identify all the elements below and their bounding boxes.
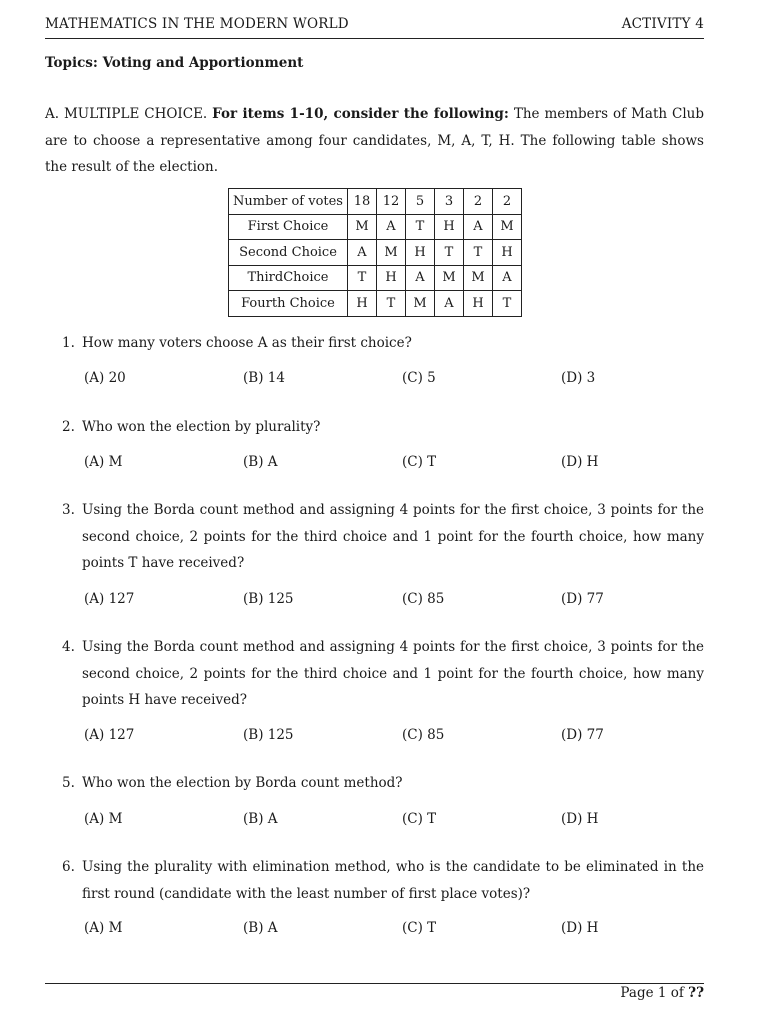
answer-option: (B) A bbox=[243, 454, 278, 470]
instructions-paragraph bbox=[45, 101, 704, 181]
answer-option: (C) 5 bbox=[402, 370, 436, 386]
answer-option: (A) M bbox=[84, 811, 123, 827]
votes-header-label: Number of votes bbox=[229, 189, 348, 215]
candidate-cell: M bbox=[493, 214, 522, 240]
answer-options bbox=[84, 727, 704, 747]
candidate-cell: H bbox=[406, 240, 435, 266]
candidate-cell: H bbox=[464, 291, 493, 317]
page-footer bbox=[620, 985, 704, 1001]
answer-option: (C) 85 bbox=[402, 727, 445, 743]
vote-count-cell: 12 bbox=[377, 189, 406, 215]
candidate-cell: T bbox=[348, 265, 377, 291]
answer-option: (D) 77 bbox=[561, 591, 604, 607]
candidate-cell: H bbox=[493, 240, 522, 266]
answer-option: (B) 14 bbox=[243, 370, 285, 386]
answer-option: (A) 127 bbox=[84, 591, 135, 607]
table-row bbox=[229, 265, 522, 291]
answer-option: (D) H bbox=[561, 920, 599, 936]
items-instruction: For items 1-10, consider the following: bbox=[212, 106, 509, 122]
candidate-cell: T bbox=[406, 214, 435, 240]
header-rule bbox=[45, 38, 704, 39]
candidate-cell: T bbox=[435, 240, 464, 266]
course-title: MATHEMATICS IN THE MODERN WORLD bbox=[45, 16, 349, 32]
candidate-cell: A bbox=[406, 265, 435, 291]
question-text: Using the Borda count method and assigning 4 points for the first choice, 3 points for the second choice, 2 points for the third choice and 1 point for the fourth choice, how many points T have received? bbox=[82, 502, 704, 571]
answer-option: (C) 85 bbox=[402, 591, 445, 607]
candidate-cell: H bbox=[435, 214, 464, 240]
vote-count-cell: 2 bbox=[493, 189, 522, 215]
choice-rank-label: Fourth Choice bbox=[229, 291, 348, 317]
question-number: 5. bbox=[62, 775, 75, 791]
candidate-cell: M bbox=[464, 265, 493, 291]
answer-option: (D) 77 bbox=[561, 727, 604, 743]
candidate-cell: A bbox=[435, 291, 464, 317]
page-number-text: Page 1 of bbox=[620, 985, 684, 1001]
page-header bbox=[45, 16, 704, 32]
question-number: 4. bbox=[62, 639, 75, 655]
answer-options bbox=[84, 454, 704, 474]
answer-option: (C) T bbox=[402, 920, 437, 936]
candidate-cell: M bbox=[348, 214, 377, 240]
vote-count-cell: 5 bbox=[406, 189, 435, 215]
question-text: Using the plurality with elimination method, who is the candidate to be eliminated in the first round (candidate with the least number of first place votes)? bbox=[82, 859, 704, 902]
candidate-cell: T bbox=[377, 291, 406, 317]
question-number: 3. bbox=[62, 502, 75, 518]
vote-count-cell: 2 bbox=[464, 189, 493, 215]
candidate-cell: A bbox=[377, 214, 406, 240]
table-header-row bbox=[229, 189, 522, 215]
answer-options bbox=[84, 811, 704, 831]
table-row bbox=[229, 240, 522, 266]
preference-table bbox=[228, 188, 522, 317]
question-item bbox=[62, 854, 704, 907]
answer-option: (C) T bbox=[402, 811, 437, 827]
question-number: 6. bbox=[62, 859, 75, 875]
question-text: Using the Borda count method and assigning 4 points for the first choice, 3 points for the second choice, 2 points for the third choice and 1 point for the fourth choice, how many points H have received? bbox=[82, 639, 704, 708]
question-item bbox=[62, 330, 704, 357]
section-label: A. MULTIPLE CHOICE. bbox=[45, 106, 208, 122]
choice-rank-label: Second Choice bbox=[229, 240, 348, 266]
answer-option: (C) T bbox=[402, 454, 437, 470]
choice-rank-label: ThirdChoice bbox=[229, 265, 348, 291]
topics-heading: Topics: Voting and Apportionment bbox=[45, 55, 304, 71]
answer-option: (A) 127 bbox=[84, 727, 135, 743]
question-number: 2. bbox=[62, 419, 75, 435]
answer-option: (B) A bbox=[243, 920, 278, 936]
answer-option: (B) 125 bbox=[243, 591, 294, 607]
question-text: Who won the election by plurality? bbox=[82, 419, 321, 435]
answer-option: (A) 20 bbox=[84, 370, 126, 386]
candidate-cell: M bbox=[377, 240, 406, 266]
candidate-cell: A bbox=[493, 265, 522, 291]
page-count-ref: ?? bbox=[688, 985, 704, 1001]
answer-options bbox=[84, 370, 704, 390]
choice-rank-label: First Choice bbox=[229, 214, 348, 240]
question-item bbox=[62, 770, 704, 797]
problem-context: The members of Math Club are to choose a representative among four candidates, M, A, T, H. The following table shows the result of the election. bbox=[45, 106, 704, 175]
answer-option: (A) M bbox=[84, 454, 123, 470]
question-text: How many voters choose A as their first choice? bbox=[82, 335, 412, 351]
candidate-cell: H bbox=[348, 291, 377, 317]
answer-option: (D) H bbox=[561, 811, 599, 827]
candidate-cell: A bbox=[348, 240, 377, 266]
candidate-cell: T bbox=[493, 291, 522, 317]
answer-option: (D) H bbox=[561, 454, 599, 470]
question-item bbox=[62, 414, 704, 441]
answer-option: (D) 3 bbox=[561, 370, 596, 386]
candidate-cell: T bbox=[464, 240, 493, 266]
question-number: 1. bbox=[62, 335, 75, 351]
activity-label: ACTIVITY 4 bbox=[621, 16, 704, 32]
table-row bbox=[229, 291, 522, 317]
answer-option: (B) A bbox=[243, 811, 278, 827]
question-item bbox=[62, 634, 704, 714]
vote-count-cell: 3 bbox=[435, 189, 464, 215]
answer-option: (A) M bbox=[84, 920, 123, 936]
footer-rule bbox=[45, 983, 704, 984]
answer-options bbox=[84, 591, 704, 611]
vote-count-cell: 18 bbox=[348, 189, 377, 215]
answer-options bbox=[84, 920, 704, 940]
candidate-cell: H bbox=[377, 265, 406, 291]
answer-option: (B) 125 bbox=[243, 727, 294, 743]
question-text: Who won the election by Borda count method? bbox=[82, 775, 403, 791]
table-row bbox=[229, 214, 522, 240]
candidate-cell: A bbox=[464, 214, 493, 240]
question-item bbox=[62, 497, 704, 577]
candidate-cell: M bbox=[435, 265, 464, 291]
candidate-cell: M bbox=[406, 291, 435, 317]
